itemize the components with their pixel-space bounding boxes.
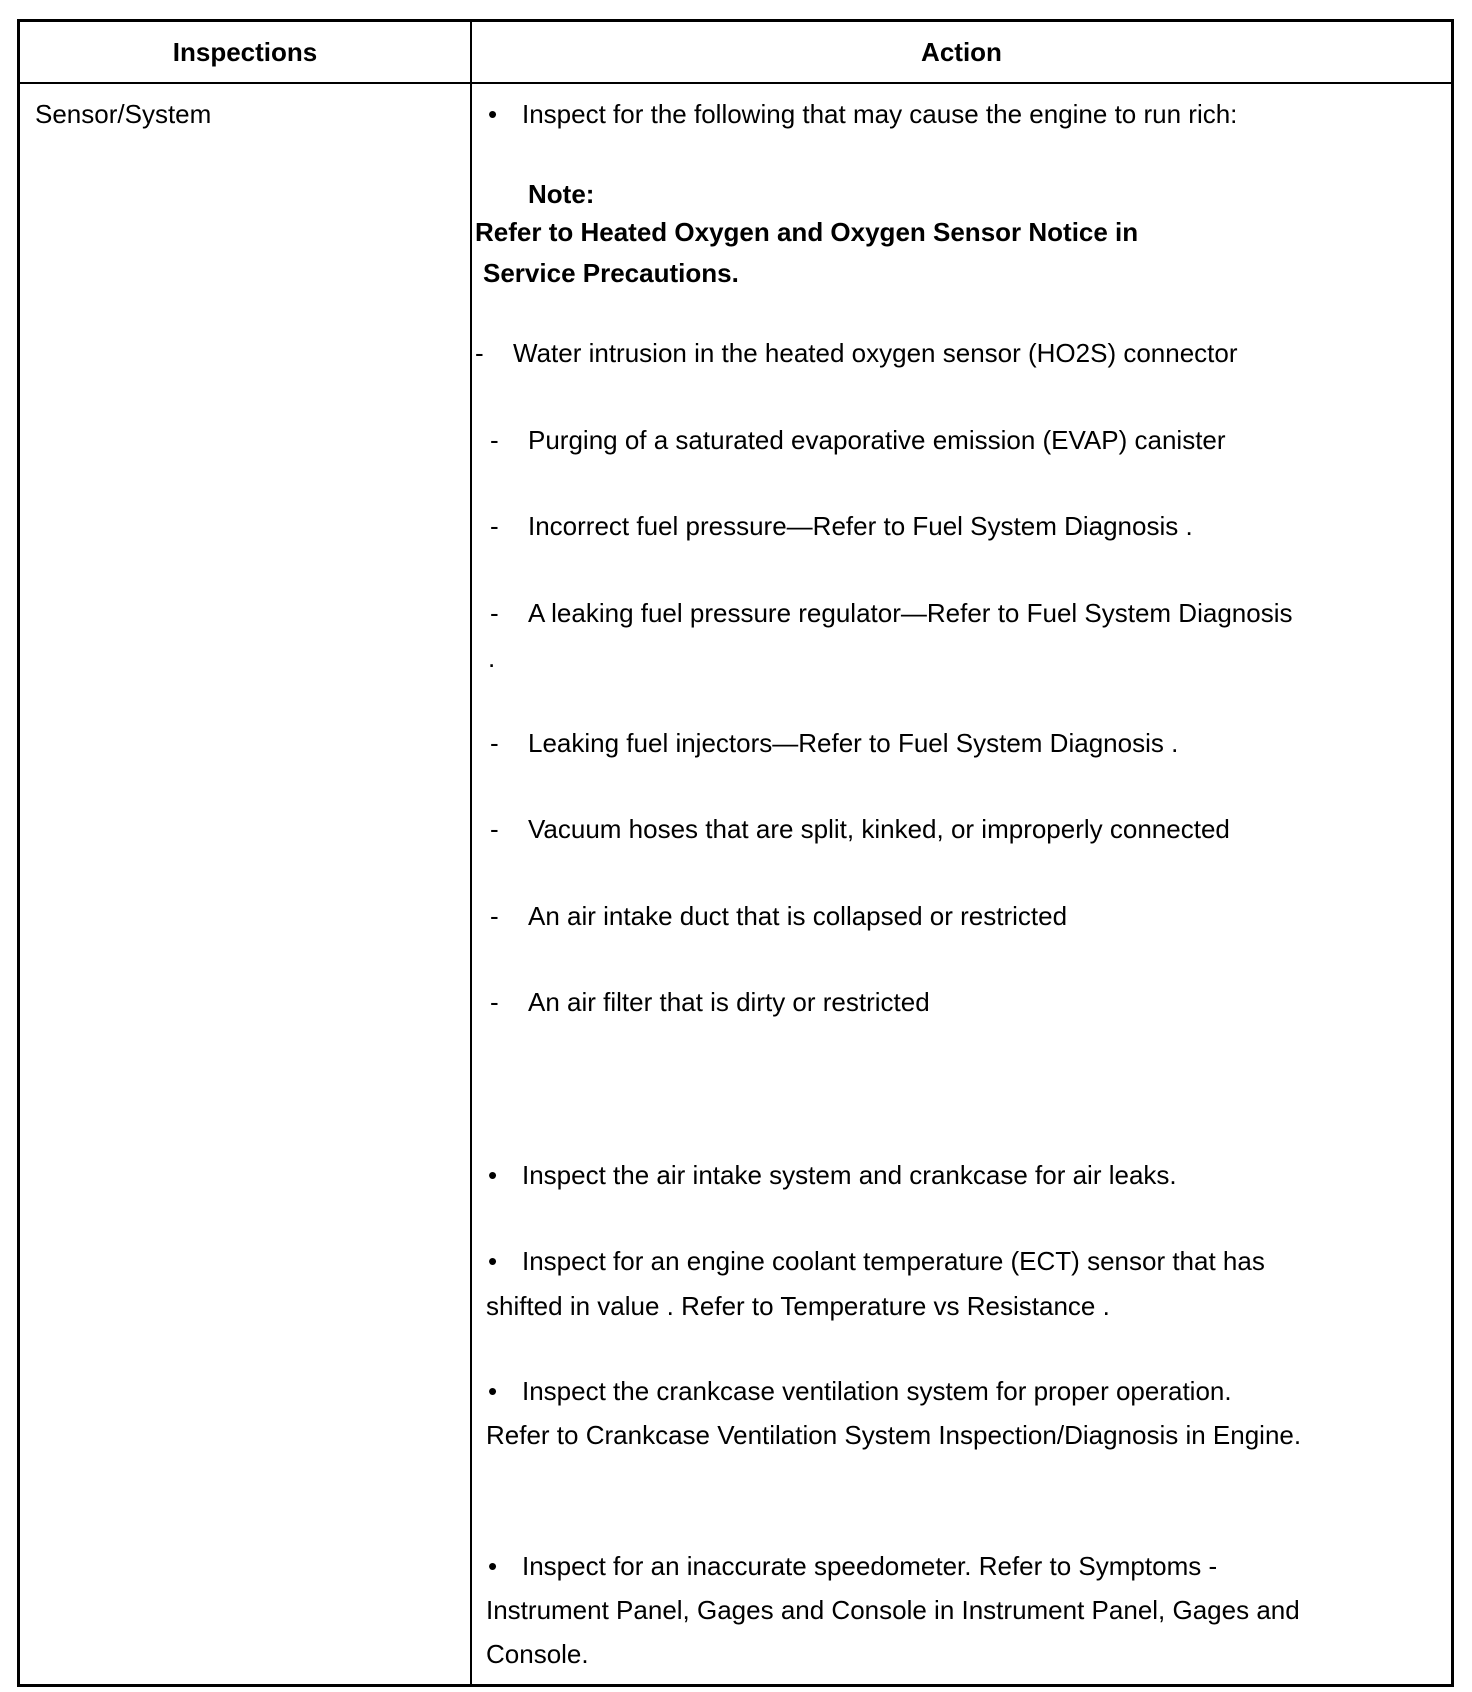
dash-item-text: A leaking fuel pressure regulator—Refer to Fuel System Diagnosis — [528, 598, 1293, 628]
bullet-icon: • — [488, 99, 498, 129]
bullet-continuation: Console. — [486, 1639, 589, 1669]
dash-icon: - — [490, 598, 499, 628]
dash-item — [490, 425, 1226, 456]
header-action: Action — [921, 37, 1002, 67]
dash-item — [490, 598, 1292, 629]
dash-item-continuation: . — [488, 643, 496, 673]
bullet-item — [488, 1246, 1265, 1277]
bullet-item — [488, 1551, 1217, 1582]
dash-item — [490, 901, 1067, 932]
dash-item — [490, 511, 1193, 542]
bullet-text: Inspect the air intake system and crankcase for air leaks. — [522, 1160, 1177, 1190]
bullet-text: Inspect the crankcase ventilation system for proper operation. — [522, 1376, 1232, 1406]
dash-icon: - — [490, 728, 499, 758]
dash-icon: - — [490, 901, 499, 931]
bullet-icon: • — [488, 1551, 498, 1581]
inspection-cell: Sensor/System — [35, 99, 212, 129]
bullet-continuation: Instrument Panel, Gages and Console in Instrument Panel, Gages and — [486, 1595, 1300, 1625]
column-divider — [470, 22, 472, 1684]
bullet-continuation: Refer to Crankcase Ventilation System Inspection/Diagnosis in Engine. — [486, 1420, 1302, 1450]
header-inspections: Inspections — [172, 37, 318, 67]
bullet-text: Inspect for an inaccurate speedometer. Refer to Symptoms - — [522, 1551, 1218, 1581]
bullet-item — [488, 99, 1237, 130]
dash-item — [490, 728, 1178, 759]
dash-icon: - — [490, 425, 499, 455]
dash-item-text: Water intrusion in the heated oxygen sensor (HO2S) connector — [513, 338, 1238, 368]
bullet-text: Inspect for an engine coolant temperature (ECT) sensor that has — [522, 1246, 1265, 1276]
dash-item — [475, 338, 1238, 369]
dash-item-text: Purging of a saturated evaporative emission (EVAP) canister — [528, 425, 1226, 455]
note-text: Service Precautions. — [483, 258, 739, 288]
dash-icon: - — [490, 987, 499, 1017]
bullet-text: Inspect for the following that may cause the engine to run rich: — [522, 99, 1238, 129]
header-divider — [20, 82, 1451, 84]
bullet-item — [488, 1160, 1177, 1191]
bullet-icon: • — [488, 1246, 498, 1276]
dash-item — [490, 814, 1230, 845]
note-text: Refer to Heated Oxygen and Oxygen Sensor Notice in — [475, 217, 1139, 247]
dash-item-text: Incorrect fuel pressure—Refer to Fuel System Diagnosis . — [528, 511, 1193, 541]
dash-item-text: An air intake duct that is collapsed or restricted — [528, 901, 1068, 931]
dash-item-text: An air filter that is dirty or restricted — [528, 987, 930, 1017]
dash-icon: - — [475, 338, 484, 368]
dash-item-text: Leaking fuel injectors—Refer to Fuel System Diagnosis . — [528, 728, 1179, 758]
dash-icon: - — [490, 814, 499, 844]
dash-item — [490, 987, 930, 1018]
dash-item-text: Vacuum hoses that are split, kinked, or improperly connected — [528, 814, 1230, 844]
note-label: Note: — [528, 179, 595, 209]
bullet-item — [488, 1376, 1232, 1407]
bullet-icon: • — [488, 1160, 498, 1190]
inspection-table — [17, 19, 1454, 1687]
bullet-icon: • — [488, 1376, 498, 1406]
bullet-continuation: shifted in value . Refer to Temperature vs Resistance . — [486, 1291, 1110, 1321]
dash-icon: - — [490, 511, 499, 541]
